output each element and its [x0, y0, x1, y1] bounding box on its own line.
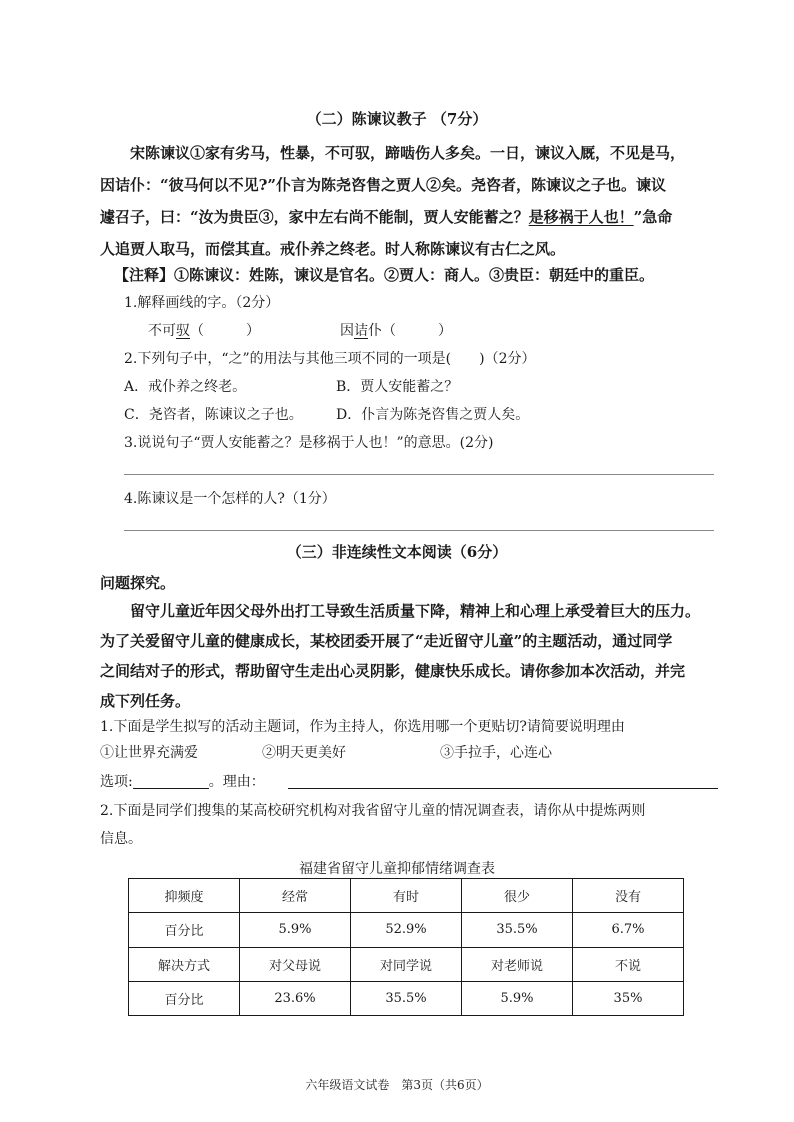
theme-option-1: ①让世界充满爱 [100, 745, 198, 761]
answer-blank: （ ） [190, 323, 260, 339]
table-cell: 解决方式 [129, 947, 240, 981]
passage-line-4 [100, 242, 565, 257]
q1-item-2 [340, 324, 452, 338]
table-cell: 对同学说 [351, 947, 462, 981]
section3-question-2-line-1: 2.下面是同学们搜集的某高校研究机构对我省留守儿童的情况调查表，请你从中提炼两则 [100, 803, 646, 819]
table-caption: 福建省留守儿童抑郁情绪调查表 [299, 861, 495, 877]
underlined-char: 驭 [176, 323, 190, 339]
q1-item-text: 因 [340, 323, 354, 339]
table-cell: 百分比 [129, 981, 240, 1015]
section2-title: （二）陈谏议教子 （7分） [306, 110, 488, 128]
table-cell: 对父母说 [240, 947, 351, 981]
question-2: 2.下列句子中，“之”的用法与其他三项不同的一项是( )（2分） [124, 351, 536, 367]
section3-passage-line-4: 成下列任务。 [100, 692, 191, 710]
passage-line-1 [130, 146, 685, 161]
answer-blank: 仆（ ） [368, 323, 452, 339]
theme-option-2: ②明天更美好 [262, 745, 346, 761]
section3-question-2-line-2: 信息。 [100, 831, 142, 847]
table-cell: 经常 [240, 879, 351, 913]
passage-line-3 [100, 210, 672, 225]
passage-text: 因诘仆：“彼马何以不见?”仆言为陈尧咨售之贾人②矣。尧咨者，陈谏议之子也。谏议 [100, 176, 667, 194]
answer-line [124, 474, 714, 475]
choice-row [100, 774, 265, 789]
table-cell: 有时 [351, 879, 462, 913]
choice-blank[interactable] [133, 774, 209, 789]
passage-text: ”急命 [633, 208, 673, 226]
reason-label: 。理由： [208, 774, 265, 790]
page-footer: 六年级语文试卷 第3页（共6页） [305, 1078, 489, 1092]
option-d: D．仆言为陈尧咨售之贾人矣。 [336, 407, 530, 423]
q1-item-1 [148, 324, 260, 338]
passage-text: 人追贾人取马，而偿其直。戒仆养之终老。时人称陈谏议有古仁之风。 [100, 240, 566, 258]
table-row [129, 981, 684, 1015]
table-cell: 6.7% [573, 913, 684, 947]
table-cell: 不说 [573, 947, 684, 981]
table-cell: 5.9% [462, 981, 573, 1015]
table-cell: 没有 [573, 879, 684, 913]
section3-title: （三）非连续性文本阅读（6分） [286, 543, 508, 561]
option-c: C．尧咨者，陈谏议之子也。 [124, 407, 303, 423]
question-1: 1.解释画线的字。（2分） [124, 295, 280, 311]
table-row [129, 947, 684, 981]
option-a: A．戒仆养之终老。 [124, 379, 247, 395]
table-cell: 35.5% [462, 913, 573, 947]
table-cell: 百分比 [129, 913, 240, 947]
table-cell: 5.9% [240, 913, 351, 947]
survey-table [128, 878, 684, 1016]
table-row [129, 879, 684, 913]
section3-subtitle: 问题探究。 [100, 574, 176, 592]
table-cell: 很少 [462, 879, 573, 913]
table-cell: 对老师说 [462, 947, 573, 981]
section3-passage-line-1: 留守儿童近年因父母外出打工导致生活质量下降，精神上和心理上承受着巨大的压力。 [130, 602, 701, 620]
section3-passage-line-2: 为了关爱留守儿童的健康成长，某校团委开展了“走近留守儿童”的主题活动，通过同学 [100, 632, 673, 650]
passage-text: 宋陈谏议①家有劣马，性暴，不可驭，蹄啮伤人多矣。一日，谏议入厩，不见是马， [130, 144, 686, 162]
table-cell: 52.9% [351, 913, 462, 947]
choice-label: 选项: [100, 774, 133, 790]
q1-item-text: 不可 [148, 323, 176, 339]
table-cell: 23.6% [240, 981, 351, 1015]
table-row [129, 913, 684, 947]
question-4: 4.陈谏议是一个怎样的人?（1分） [124, 491, 336, 507]
theme-option-3: ③手拉手，心连心 [440, 745, 552, 761]
reason-blank[interactable] [288, 788, 718, 789]
option-b: B．贾人安能蓄之？ [336, 379, 459, 395]
passage-line-2 [100, 178, 666, 193]
table-cell: 35.5% [351, 981, 462, 1015]
underlined-sentence: 是移祸于人也！ [528, 208, 634, 226]
underlined-char: 诘 [354, 323, 368, 339]
answer-line [124, 530, 714, 531]
section3-question-1: 1.下面是学生拟写的活动主题词，作为主持人，你选用哪一个更贴切?请简要说明理由 [100, 719, 625, 735]
annotation-notes: 【注释】①陈谏议：姓陈，谏议是官名。②贾人：商人。③贵臣：朝廷中的重臣。 [114, 266, 655, 284]
section3-passage-line-3: 之间结对子的形式，帮助留守生走出心灵阴影，健康快乐成长。请你参加本次活动，并完 [100, 662, 686, 680]
table-cell: 抑频度 [129, 879, 240, 913]
table-cell: 35% [573, 981, 684, 1015]
question-3: 3.说说句子“贾人安能蓄之？是移祸于人也！”的意思。(2分) [124, 435, 494, 451]
passage-text: 遽召子，曰：“汝为贵臣③，家中左右尚不能制，贾人安能蓄之？ [100, 208, 529, 226]
